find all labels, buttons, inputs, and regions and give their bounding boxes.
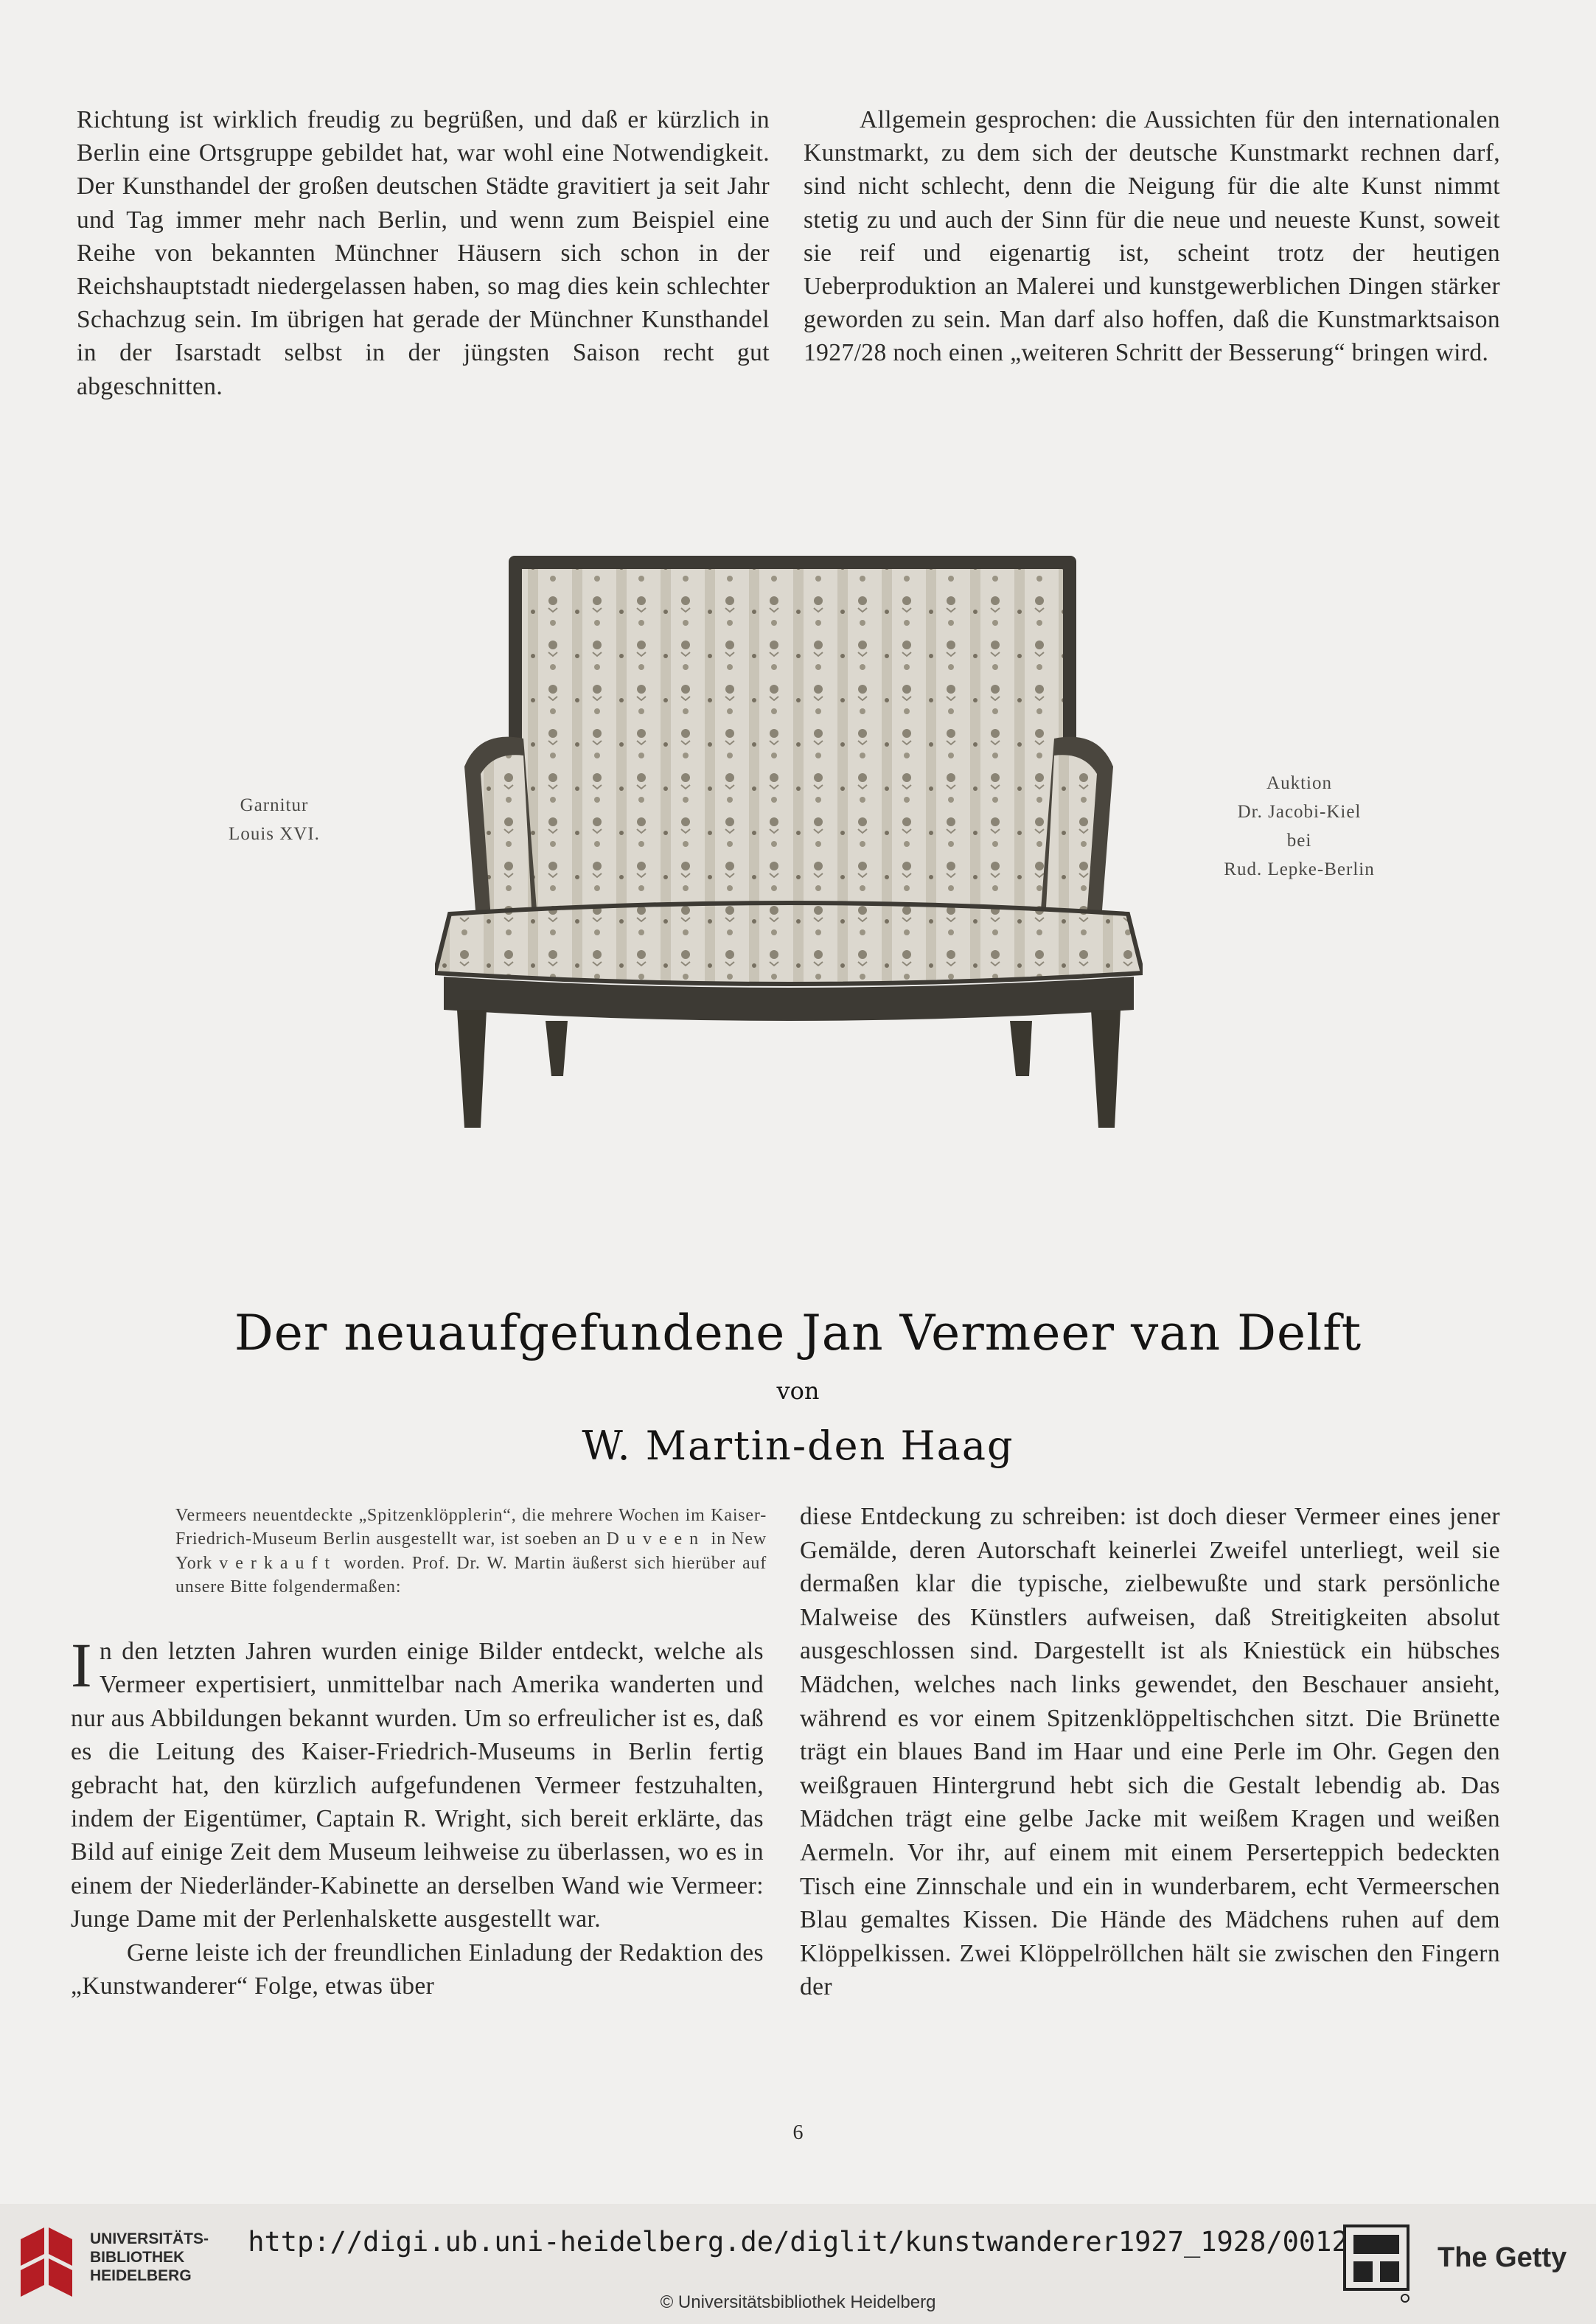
caption-line: Louis XVI. <box>229 824 320 844</box>
intro-duveen: Duveen <box>606 1529 706 1549</box>
caption-right <box>1168 769 1430 884</box>
intro-text: Vermeers neuentdeckte „Spitzenklöpplerin“, die mehrere Wochen im Kaiser-Friedrich-Museum Berlin ausgestellt war, ist soeben an <box>175 1506 767 1549</box>
page-number: 6 <box>792 2121 804 2144</box>
settee-photograph <box>435 545 1143 1135</box>
drop-cap: I <box>71 1630 93 1700</box>
intro-text: worden. Prof. Dr. W. Martin äußerst sich hierüber auf unsere Bitte folgendermaßen: <box>175 1553 767 1597</box>
column-body-left <box>71 1630 764 2003</box>
article-title: Der neuaufgefundene Jan Vermeer van Delft <box>234 1305 1362 1361</box>
caption-left <box>193 791 355 848</box>
library-line: HEIDELBERG <box>90 2267 192 2284</box>
column-top-right <box>804 103 1500 370</box>
getty-name: The Getty <box>1438 2242 1567 2273</box>
byline-von: von <box>776 1377 820 1405</box>
intro-verkauft: verkauft <box>219 1553 338 1573</box>
getty-logo-icon <box>1343 2224 1409 2306</box>
caption-line: Dr. Jacobi-Kiel <box>1237 802 1362 822</box>
column-top-left <box>77 103 770 403</box>
caption-line: bei <box>1286 831 1312 851</box>
library-line: UNIVERSITÄTS- <box>90 2230 209 2247</box>
paragraph: Gerne leiste ich der freundlichen Einladung der Redaktion des „Kunstwanderer“ Folge, etwas über <box>71 1939 764 2000</box>
paragraph: Allgemein gesprochen: die Aussichten für den internationalen Kunstmarkt, zu dem sich der deutsche Kunstmarkt rechnen darf, sind nicht schlecht, denn die Neigung für die alte Kunst nimmt stetig zu und auch der Sinn für die neue und neueste Kunst, soweit sie reif und eigenartig ist, scheint trotz der heutigen Ueberproduktion an Malerei und kunstgewerblichen Dingen stärker geworden zu sein. Man darf also hoffen, daß die Kunstmarktsaison 1927/28 noch einen „weiteren Schritt der Besserung“ bringen wird. <box>804 106 1500 367</box>
intro-note <box>175 1504 767 1599</box>
permalink-url[interactable]: http://digi.ub.uni-heidelberg.de/diglit/kunstwanderer1927_1928/0012 <box>248 2226 1348 2258</box>
paragraph <box>71 1630 764 1936</box>
column-body-right <box>800 1500 1500 2004</box>
paragraph: diese Entdeckung zu schreiben: ist doch dieser Vermeer eines jener Gemälde, deren Autorschaft keinerlei Zweifel unterliegt, weil sie dermaßen klar die typische, zielbewußte und stark persönliche Malweise des Künstlers aufweisen, daß Streitigkeiten absolut ausgeschlossen sind. Dargestellt ist als Kniestück ein hübsches Mädchen, welches nach links gewendet, den Beschauer ansieht, während es vor einem Spitzenklöppeltischchen sitzt. Die Brünette trägt ein blaues Band im Haar und eine Perle im Ohr. Gegen den weißgrauen Hintergrund hebt sich die Gestalt lebendig ab. Das Mädchen trägt eine gelbe Jacke mit weißem Kragen und weißen Aermeln. Vor ihr, auf einem mit einem Perserteppich bedeckten Tisch eine Zinnschale und ein in wunderbarem, echt Vermeerschen Blau gemaltes Kissen. Die Hände des Mädchens ruhen auf dem Klöppelkissen. Zwei Klöppelröllchen hält sie zwischen den Fingern der <box>800 1503 1500 2001</box>
caption-line: Auktion <box>1266 773 1332 793</box>
caption-line: Rud. Lepke-Berlin <box>1224 859 1375 879</box>
copyright-notice: © Universitätsbibliothek Heidelberg <box>660 2292 936 2312</box>
intro-text: in New York <box>175 1529 767 1573</box>
caption-line: Garnitur <box>240 795 309 815</box>
viewer-footer <box>0 2204 1596 2324</box>
paragraph-text: n den letzten Jahren wurden einige Bilder entdeckt, welche als Vermeer expertisiert, unmittelbar nach Amerika wanderten und nur aus Abbildungen bekannt wurden. Um so erfreulicher ist es, daß es die Leitung des Kaiser-Friedrich-Museums in Berlin fertig gebracht hat, den kürzlich aufgefundenen Vermeer festzuhalten, indem der Eigentümer, Captain R. Wright, sich bereit erklärte, das Bild auf einige Zeit dem Museum leihweise zu überlassen, wo es in einem der Niederländer-Kabinette an derselben Wand wie Vermeer: Junge Dame mit der Perlenhalskette ausgestellt war. <box>71 1638 764 1933</box>
paragraph: Richtung ist wirklich freudig zu begrüßen, und daß er kürzlich in Berlin eine Ortsgruppe gebildet hat, war wohl eine Notwendigkeit. Der Kunsthandel der großen deutschen Städte gravitiert ja seit Jahr und Tag immer mehr nach Berlin, und wenn zum Beispiel eine Reihe von bekannten Münchner Häusern sich schon in der Reichshauptstadt niedergelassen haben, so mag dies kein schlechter Schachzug sein. Im übrigen hat gerade der Münchner Kunsthandel in der Isarstadt selbst in der jüngsten Saison recht gut abgeschnitten. <box>77 106 770 400</box>
library-line: BIBLIOTHEK <box>90 2249 185 2266</box>
article-author: W. Martin-den Haag <box>582 1423 1014 1469</box>
